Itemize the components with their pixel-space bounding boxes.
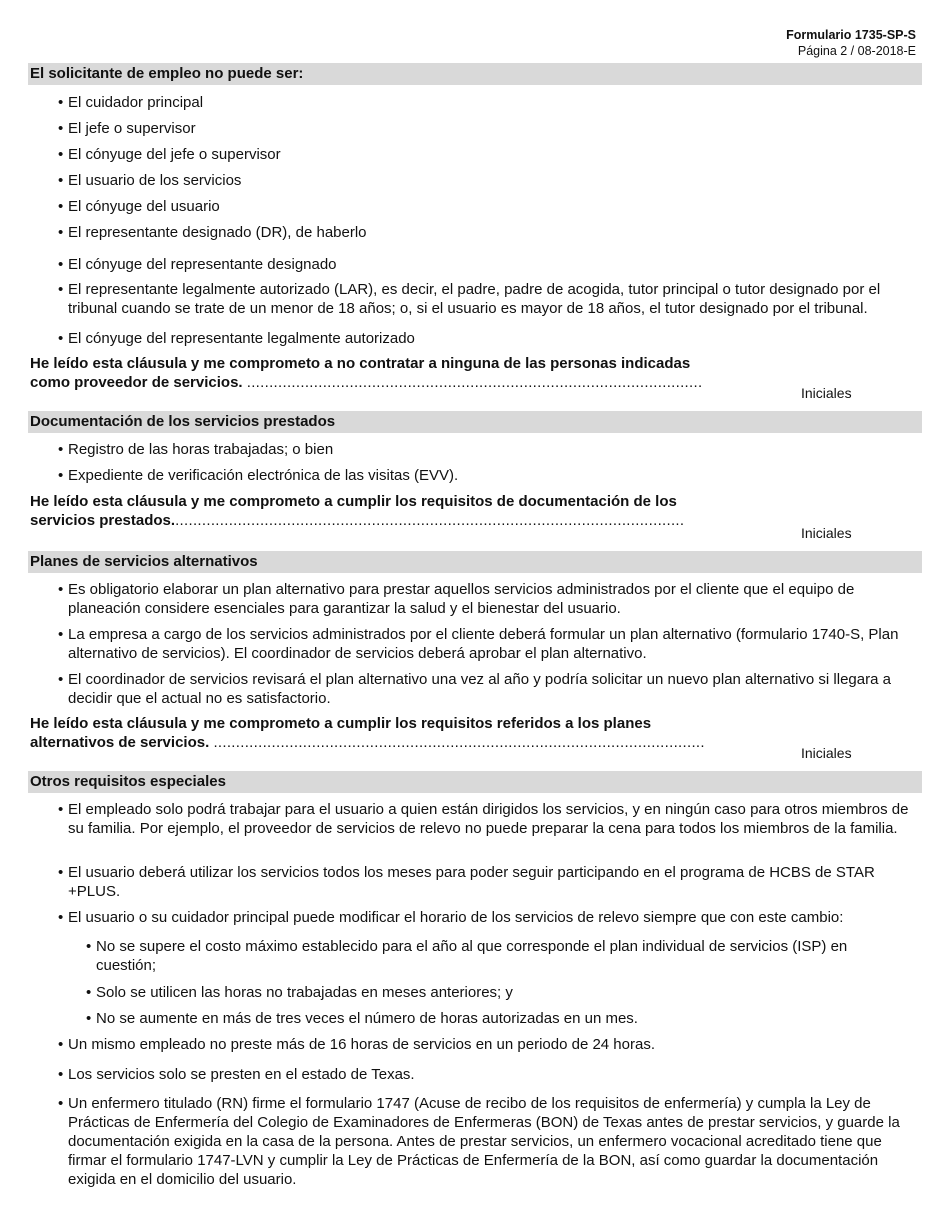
list-item: • Registro de las horas trabajadas; o bien <box>58 440 924 459</box>
initials-field[interactable]: Iniciales <box>801 525 852 541</box>
list-item: • El cónyuge del usuario <box>58 197 924 216</box>
acknowledgement-line: servicios prestados. <box>30 512 176 529</box>
list-item: • El cuidador principal <box>58 93 924 112</box>
sub-list-item: • No se aumente en más de tres veces el número de horas autorizadas en un mes. <box>86 1009 896 1028</box>
leader-dots: ...................................................................................................... <box>246 374 703 391</box>
acknowledgement-statement <box>30 354 730 392</box>
list-item: • El usuario de los servicios <box>58 171 924 190</box>
list-item: • La empresa a cargo de los servicios administrados por el cliente deberá formular un plan alternativo (formulario 1740-S, Plan alternativo de servicios). El coordinador de servicios deberá aprobar el plan alternativo. <box>58 625 924 663</box>
list-item: • Los servicios solo se presten en el estado de Texas. <box>58 1065 924 1084</box>
section-heading-documentation: Documentación de los servicios prestados <box>28 411 922 433</box>
acknowledgement-line: como proveedor de servicios. <box>30 374 243 391</box>
list-item: • El usuario o su cuidador principal puede modificar el horario de los servicios de relevo siempre que con este cambio: <box>58 908 924 927</box>
list-item: • El jefe o supervisor <box>58 119 924 138</box>
acknowledgement-line: He leído esta cláusula y me comprometo a cumplir los requisitos de documentación de los <box>30 493 677 510</box>
acknowledgement-line: He leído esta cláusula y me comprometo a cumplir los requisitos referidos a los planes <box>30 715 652 732</box>
list-item: • Expediente de verificación electrónica de las visitas (EVV). <box>58 466 924 485</box>
list-item: • El representante legalmente autorizado (LAR), es decir, el padre, padre de acogida, tutor principal o tutor designado por el tribunal cuando se trate de un menor de 18 años; o, si el usuario es mayor de 18 años, el tutor designado por el tribunal. <box>58 280 924 318</box>
list-item: • El coordinador de servicios revisará el plan alternativo una vez al año y podría solicitar un nuevo plan alternativo si llegara a decidir que el actual no es satisfactorio. <box>58 670 924 708</box>
acknowledgement-statement <box>30 492 730 530</box>
list-item: • El empleado solo podrá trabajar para el usuario a quien están dirigidos los servicios, y en ningún caso para otros miembros de su familia. Por ejemplo, el proveedor de servicios de relevo no puede preparar la cena para todos los miembros de la familia. <box>58 800 924 838</box>
section-heading-ineligible-applicants: El solicitante de empleo no puede ser: <box>28 63 922 85</box>
acknowledgement-statement <box>30 714 730 752</box>
list-item: • El cónyuge del representante designado <box>58 255 924 274</box>
section-heading-alternative-plans: Planes de servicios alternativos <box>28 551 922 573</box>
form-number: Formulario 1735-SP-S <box>786 28 916 42</box>
form-header <box>786 27 916 60</box>
acknowledgement-line: He leído esta cláusula y me comprometo a no contratar a ninguna de las personas indicadas <box>30 355 691 372</box>
acknowledgement-line: alternativos de servicios. <box>30 734 210 751</box>
sub-list-item: • Solo se utilicen las horas no trabajadas en meses anteriores; y <box>86 983 896 1002</box>
list-item: • El representante designado (DR), de haberlo <box>58 223 924 242</box>
initials-field[interactable]: Iniciales <box>801 385 852 401</box>
list-item: • El cónyuge del jefe o supervisor <box>58 145 924 164</box>
list-item: • El usuario deberá utilizar los servicios todos los meses para poder seguir participando en el programa de HCBS de STAR +PLUS. <box>58 863 924 901</box>
initials-field[interactable]: Iniciales <box>801 745 852 761</box>
page-info: Página 2 / 08-2018-E <box>797 44 916 58</box>
sub-list-item: • No se supere el costo máximo establecido para el año al que corresponde el plan individual de servicios (ISP) en cuestión; <box>86 937 896 975</box>
leader-dots: .............................................................................................................. <box>213 734 705 751</box>
leader-dots: .................................................................................................................. <box>175 512 685 529</box>
list-item: • Un mismo empleado no preste más de 16 horas de servicios en un periodo de 24 horas. <box>58 1035 924 1054</box>
list-item: • Es obligatorio elaborar un plan alternativo para prestar aquellos servicios administrados por el cliente que el equipo de planeación considere esenciales para garantizar la salud y el bienestar del usuario. <box>58 580 924 618</box>
section-heading-other-requirements: Otros requisitos especiales <box>28 771 922 793</box>
list-item: • Un enfermero titulado (RN) firme el formulario 1747 (Acuse de recibo de los requisitos de enfermería) y cumpla la Ley de Prácticas de Enfermería del Colegio de Examinadores de Enfermeras (BON) de Texas antes de prestar servicios, y guarde la documentación exigida en la casa de la persona. Antes de prestar servicios, un enfermero vocacional acreditado tiene que firmar el formulario 1747-LVN y cumplir la Ley de Prácticas de Enfermería de la BON, así como guardar la documentación exigida en el domicilio del usuario. <box>58 1094 924 1189</box>
list-item: • El cónyuge del representante legalmente autorizado <box>58 329 924 348</box>
